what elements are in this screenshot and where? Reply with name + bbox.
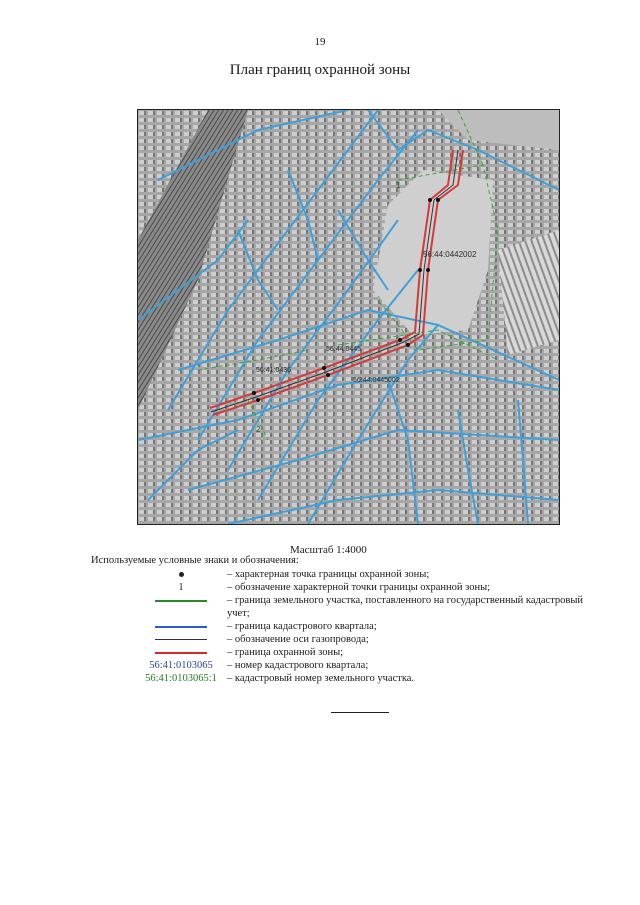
legend-description: – обозначение характерной точки границы охранной зоны; — [227, 582, 491, 593]
legend-symbol-text — [126, 581, 236, 594]
legend-symbol-line — [126, 646, 236, 659]
legend-symbol-line — [126, 633, 236, 646]
boundary-point[interactable] — [322, 366, 326, 370]
line-icon — [155, 600, 207, 602]
map-label-quarter: 56:44:0445 — [326, 346, 362, 353]
boundary-point[interactable] — [428, 198, 432, 202]
map-frame[interactable] — [137, 109, 560, 525]
line-icon — [155, 639, 207, 640]
boundary-point[interactable] — [398, 338, 402, 342]
legend-description: – обозначение оси газопровода; — [227, 634, 369, 645]
map-label-quarter: 56:41:0436 — [256, 367, 292, 374]
legend-description: – номер кадастрового квартала; — [227, 660, 369, 671]
boundary-point[interactable] — [418, 268, 422, 272]
legend-description: – кадастровый номер земельного участка. — [227, 673, 415, 684]
cadastral-map[interactable] — [138, 110, 559, 524]
legend-symbol-label: 1 — [178, 582, 184, 593]
boundary-point[interactable] — [426, 268, 430, 272]
legend-description: – характерная точка границы охранной зоны; — [227, 569, 430, 580]
map-label-quarter: 56:44:0442002 — [423, 250, 477, 259]
legend-symbol-point — [126, 568, 236, 581]
closing-line — [331, 712, 389, 713]
map-label-parcel: 2 — [256, 425, 261, 434]
legend-symbol-text — [126, 672, 236, 685]
map-label-quarter: 56:44:0445002 — [353, 377, 400, 384]
point-icon — [179, 572, 184, 577]
legend-description: – граница кадастрового квартала; — [227, 621, 377, 632]
line-icon — [155, 652, 207, 654]
legend-symbol-text — [126, 659, 236, 672]
boundary-point[interactable] — [326, 373, 330, 377]
boundary-point[interactable] — [436, 198, 440, 202]
page-number: 19 — [314, 36, 326, 48]
legend-symbol-line — [126, 620, 236, 633]
legend-intro: Используемые условные знаки и обозначения: — [91, 555, 299, 566]
legend-description: – граница охранной зоны; — [227, 647, 344, 658]
page-title: План границ охранной зоны — [229, 62, 411, 78]
legend-symbol-line — [126, 594, 236, 607]
boundary-point[interactable] — [256, 398, 260, 402]
industrial-building — [498, 230, 559, 355]
line-icon — [155, 626, 207, 628]
legend-symbol-label: 56:41:0103065:1 — [145, 673, 217, 684]
legend-symbol-label: 56:41:0103065 — [149, 660, 213, 671]
legend-description: – граница земельного участка, поставленного на государственный кадастровый учет; — [227, 595, 584, 619]
boundary-point[interactable] — [252, 391, 256, 395]
boundary-point[interactable] — [406, 343, 410, 347]
map-label-parcel: 1 — [396, 181, 401, 190]
map-scale: Масштаб 1:4000 — [290, 544, 367, 556]
